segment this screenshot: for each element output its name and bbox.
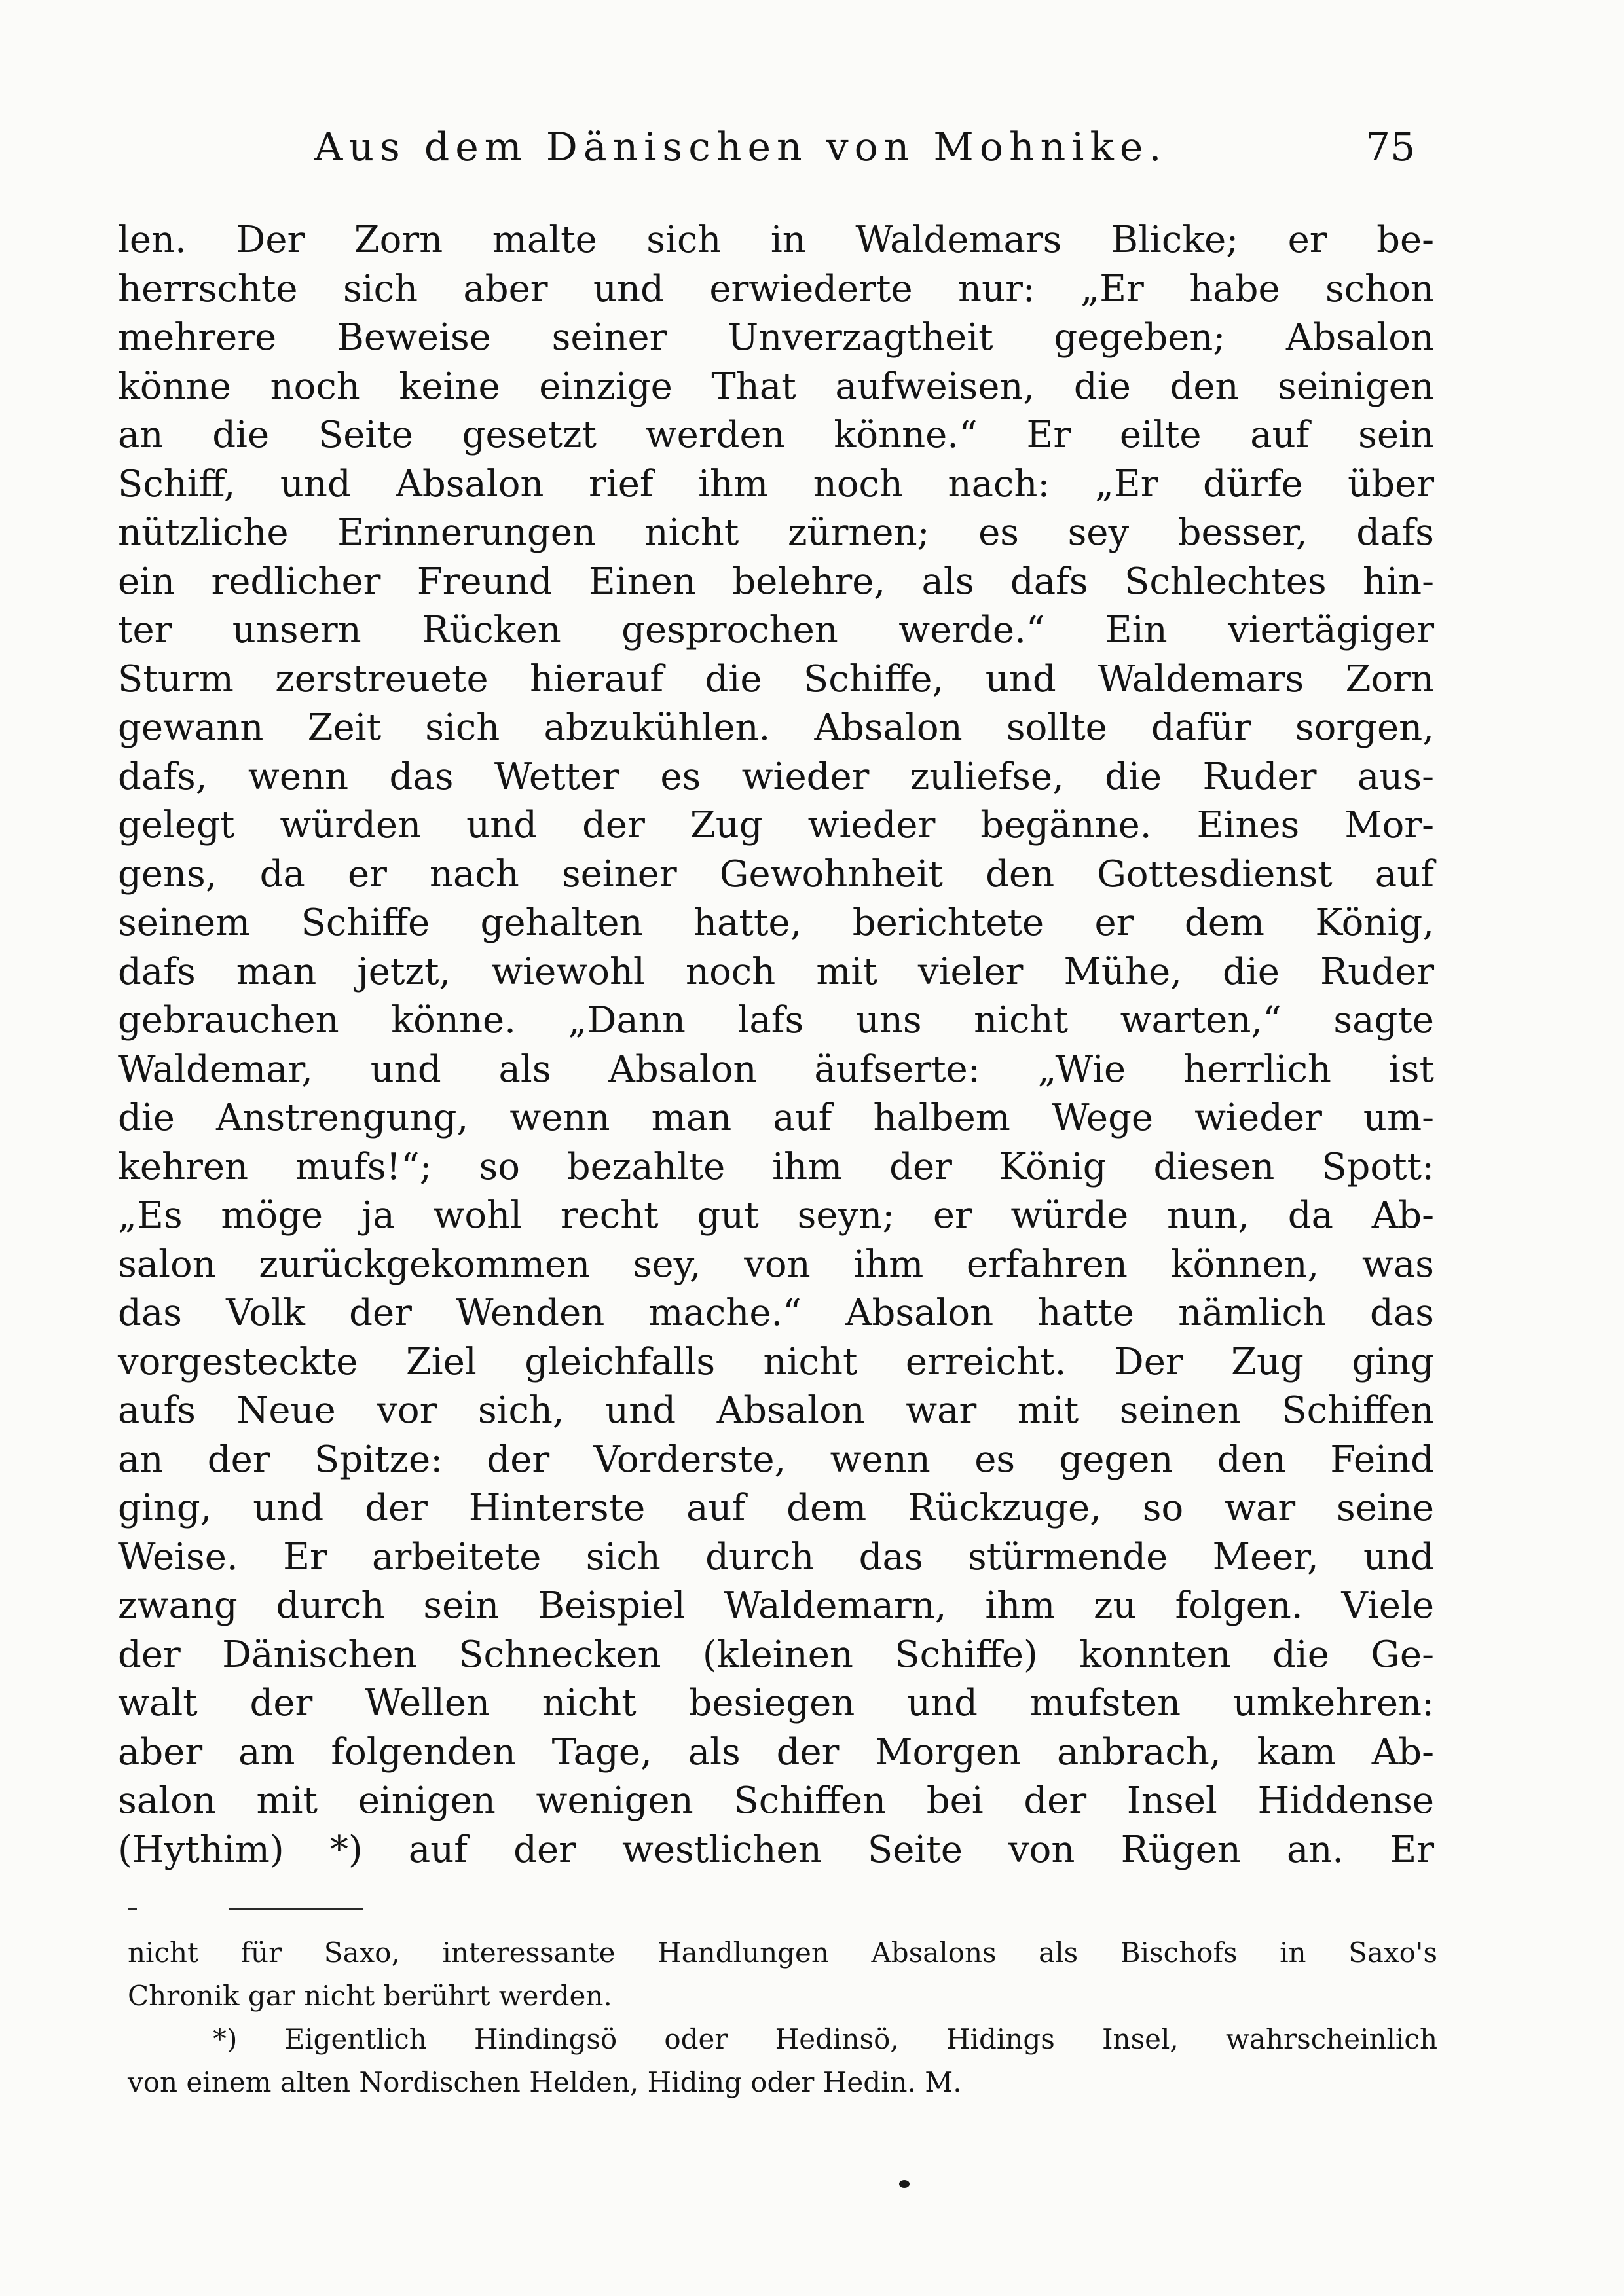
text-line: ter unsern Rücken gesprochen werde.“ Ein viertägiger — [118, 609, 1434, 651]
text-line: an der Spitze: der Vorderste, wenn es gegen den Feind — [118, 1438, 1434, 1481]
footnote-line: von einem alten Nordischen Helden, Hiding oder Hedin. M. — [128, 2066, 962, 2098]
text-line: (Hythim) *) auf der westlichen Seite von Rügen an. Er — [118, 1828, 1434, 1871]
footnote-divider — [229, 1908, 363, 1910]
text-line: der Dänischen Schnecken (kleinen Schiffe) konnten die Ge- — [118, 1633, 1434, 1676]
text-line: nützliche Erinnerungen nicht zürnen; es sey besser, dafs — [118, 511, 1434, 554]
text-line: seinem Schiffe gehalten hatte, berichtete er dem König, — [118, 902, 1434, 944]
footnote-line: Chronik gar nicht berührt werden. — [128, 1980, 612, 2012]
footnote-line: *) Eigentlich Hindingsö oder Hedinsö, Hidings Insel, wahrscheinlich — [213, 2023, 1437, 2055]
footnote-rule-mark — [128, 1908, 137, 1910]
text-line: salon zurückgekommen sey, von ihm erfahren können, was — [118, 1243, 1434, 1286]
text-line: das Volk der Wenden mache.“ Absalon hatte nämlich das — [118, 1292, 1434, 1334]
main-text — [118, 216, 1434, 1874]
text-line: kehren mufs!“; so bezahlte ihm der König diesen Spott: — [118, 1145, 1434, 1188]
text-line: Schiff, und Absalon rief ihm noch nach: „Er dürfe über — [118, 462, 1434, 505]
text-line: an die Seite gesetzt werden könne.“ Er eilte auf sein — [118, 414, 1434, 456]
text-line: aufs Neue vor sich, und Absalon war mit seinen Schiffen — [118, 1389, 1434, 1432]
text-line: walt der Wellen nicht besiegen und mufsten umkehren: — [118, 1682, 1434, 1724]
text-line: gelegt würden und der Zug wieder begänne. Eines Mor- — [118, 804, 1434, 847]
running-title: Aus dem Dänischen von Mohnike. — [314, 124, 1168, 170]
text-line: ein redlicher Freund Einen belehre, als dafs Schlechtes hin- — [118, 560, 1434, 603]
text-line: gens, da er nach seiner Gewohnheit den Gottesdienst auf — [118, 852, 1434, 896]
text-line: mehrere Beweise seiner Unverzagtheit gegeben; Absalon — [118, 316, 1434, 359]
text-line: dafs man jetzt, wiewohl noch mit vieler Mühe, die Ruder — [118, 950, 1434, 993]
text-line: „Es möge ja wohl recht gut seyn; er würde nun, da Ab- — [118, 1194, 1434, 1237]
text-line: aber am folgenden Tage, als der Morgen anbrach, kam Ab- — [118, 1730, 1434, 1774]
text-line: ging, und der Hinterste auf dem Rückzuge, so war seine — [118, 1487, 1434, 1529]
text-line: salon mit einigen wenigen Schiffen bei der Insel Hiddense — [118, 1779, 1434, 1822]
text-line: die Anstrengung, wenn man auf halbem Wege wieder um- — [118, 1097, 1434, 1139]
text-line: herrschte sich aber und erwiederte nur: „Er habe schon — [118, 267, 1434, 310]
ink-blot — [899, 2180, 910, 2188]
text-line: könne noch keine einzige That aufweisen, die den seinigen — [118, 365, 1434, 408]
text-line: Weise. Er arbeitete sich durch das stürmende Meer, und — [118, 1535, 1434, 1578]
text-line: zwang durch sein Beispiel Waldemarn, ihm zu folgen. Viele — [118, 1584, 1434, 1627]
text-line: vorgesteckte Ziel gleichfalls nicht erreicht. Der Zug ging — [118, 1340, 1434, 1383]
page-number: 75 — [1365, 124, 1416, 170]
text-line: gebrauchen könne. „Dann lafs uns nicht warten,“ sagte — [118, 999, 1434, 1042]
footnote-line: nicht für Saxo, interessante Handlungen Absalons als Bischofs in Saxo's — [128, 1937, 1437, 1969]
text-line: dafs, wenn das Wetter es wieder zuliefse, die Ruder aus- — [118, 755, 1434, 798]
text-line: Sturm zerstreuete hierauf die Schiffe, und Waldemars Zorn — [118, 657, 1434, 701]
text-line: Waldemar, und als Absalon äufserte: „Wie herrlich ist — [118, 1048, 1434, 1091]
footnotes — [128, 1931, 1437, 2104]
text-line: len. Der Zorn malte sich in Waldemars Blicke; er be- — [118, 219, 1434, 261]
text-line: gewann Zeit sich abzukühlen. Absalon sollte dafür sorgen, — [118, 706, 1434, 749]
